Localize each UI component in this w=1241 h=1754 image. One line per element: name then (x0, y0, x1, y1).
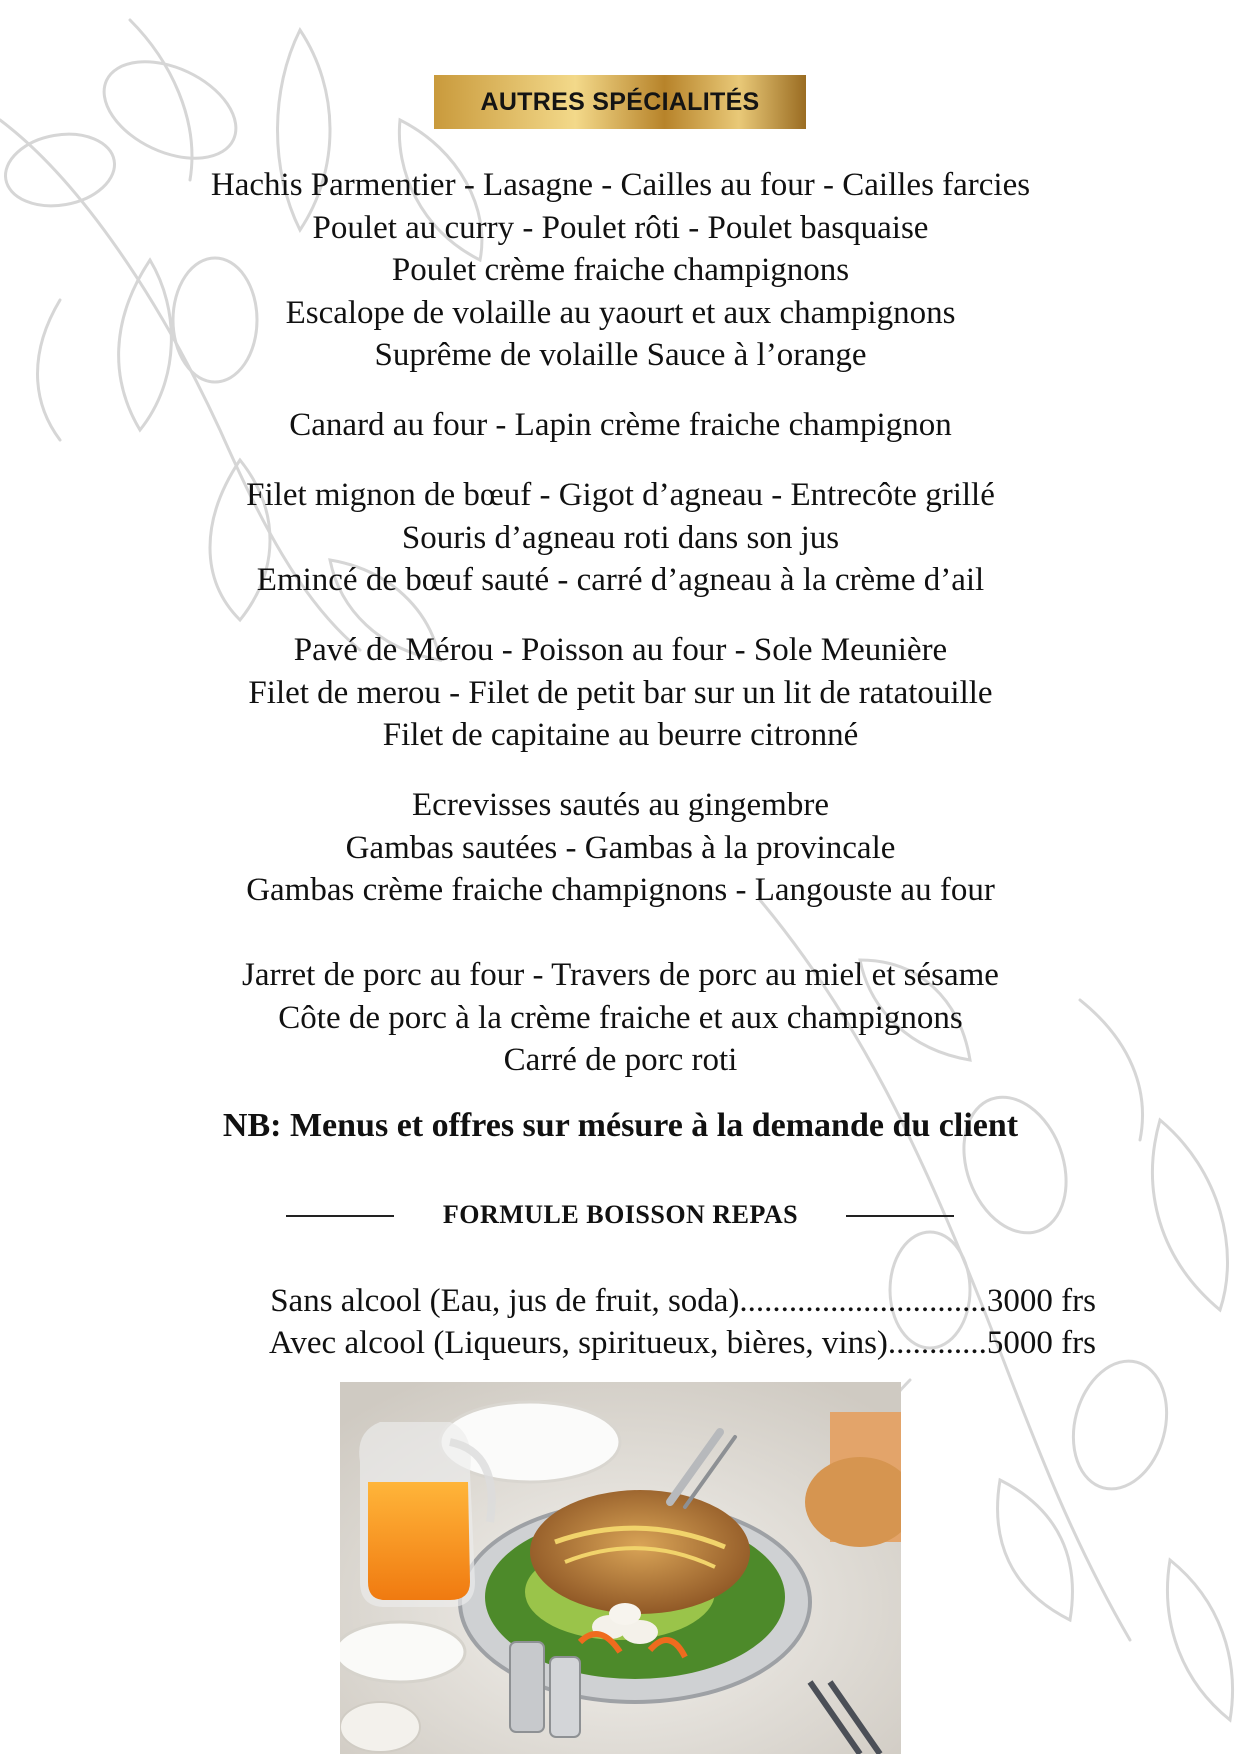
drink-formula-heading (0, 1198, 1241, 1232)
menu-line: Gambas sautées - Gambas à la provincale (345, 829, 896, 866)
menu-line: Poulet au curry - Poulet rôti - Poulet basquaise (312, 209, 929, 246)
menu-line: Escalope de volaille au yaourt et aux champignons (285, 294, 956, 331)
menu-line: Poulet crème fraiche champignons (391, 252, 850, 288)
menu-line: Pavé de Mérou - Poisson au four - Sole Meunière (293, 632, 948, 668)
menu-line: Filet de merou - Filet de petit bar sur un lit de ratatouille (248, 674, 993, 711)
menu-line: Ecrevisses sautés au gingembre (412, 787, 829, 823)
section-title: AUTRES SPÉCIALITÉS (480, 87, 760, 116)
menu-group-seafood (0, 784, 1241, 912)
menu-group-beef-lamb (0, 474, 1241, 602)
drink-label: Sans alcool (Eau, jus de fruit, soda) (270, 1283, 740, 1319)
menu-group-duck-rabbit (0, 404, 1241, 447)
menu-line: Canard au four - Lapin crème fraiche champignon (289, 407, 952, 443)
drink-dots: .............................. (739, 1283, 987, 1319)
drink-dots: ............ (887, 1325, 987, 1361)
drink-item-no-alcohol (270, 1280, 1096, 1322)
menu-line: Suprême de volaille Sauce à l’orange (374, 337, 867, 373)
drink-label: Avec alcool (Liqueurs, spiritueux, bières, vins) (269, 1325, 888, 1361)
menu-line: Souris d’agneau roti dans son jus (401, 519, 840, 556)
divider-right (846, 1215, 954, 1217)
drink-item-alcohol (269, 1322, 1096, 1364)
roast-platter-illustration (340, 1382, 901, 1754)
menu-line: Gambas crème fraiche champignons - Langouste au four (246, 872, 995, 908)
roast-platter-photo (340, 1382, 901, 1754)
custom-menu-note: NB: Menus et offres sur mésure à la demande du client (222, 1107, 1019, 1144)
menu-line: Emincé de bœuf sauté - carré d’agneau à la crème d’ail (256, 562, 985, 598)
drink-price: 5000 frs (986, 1325, 1096, 1361)
menu-line: Carré de porc roti (503, 1042, 738, 1078)
menu-line: Filet de capitaine au beurre citronné (382, 717, 859, 753)
menu-line: Hachis Parmentier - Lasagne - Cailles au four - Cailles farcies (210, 167, 1031, 203)
menu-line: Filet mignon de bœuf - Gigot d’agneau - Entrecôte grillé (246, 477, 995, 513)
menu-line: Côte de porc à la crème fraiche et aux champignons (278, 999, 963, 1036)
menu-group-pork (0, 954, 1241, 1082)
drink-price: 3000 frs (986, 1283, 1096, 1319)
menu-line: Jarret de porc au four - Travers de porc au miel et sésame (242, 957, 999, 993)
section-title-badge (434, 75, 806, 129)
menu-group-poultry (0, 164, 1241, 377)
drink-formula-title: FORMULE BOISSON REPAS (442, 1200, 799, 1229)
menu-group-fish (0, 629, 1241, 757)
